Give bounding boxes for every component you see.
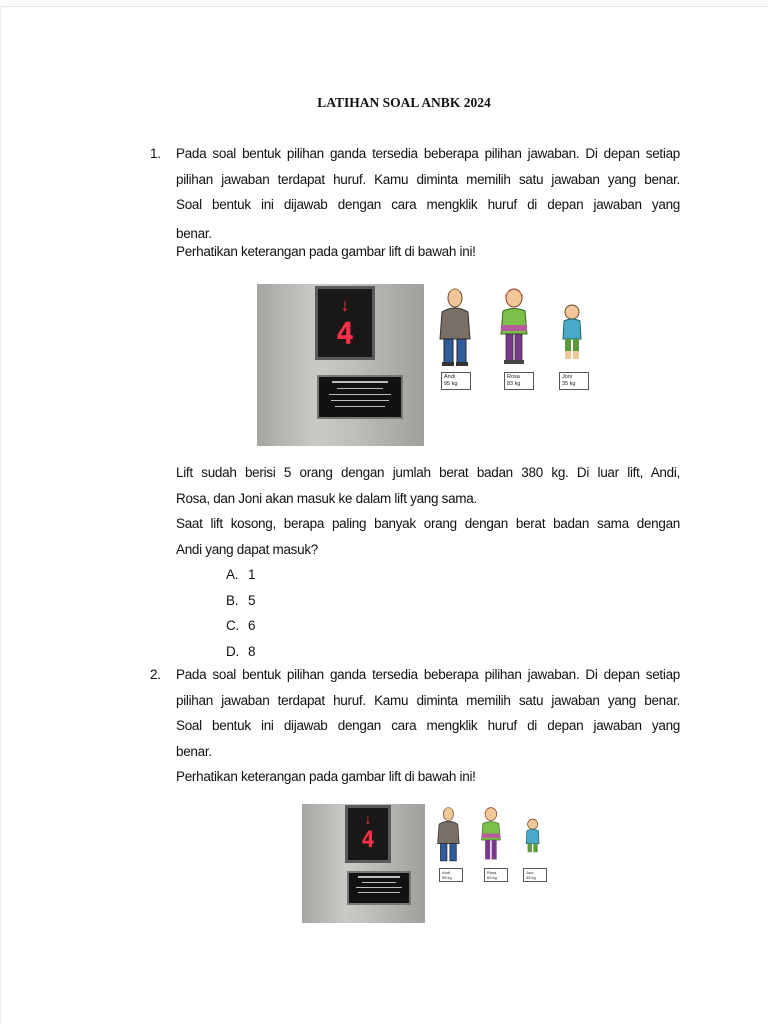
option-text: 1 xyxy=(248,567,256,582)
down-arrow-icon: ↓ xyxy=(340,295,350,315)
question-2 xyxy=(150,662,680,790)
capacity-plate xyxy=(347,871,411,905)
option-letter[interactable]: D. xyxy=(226,643,239,659)
option-text: 5 xyxy=(248,592,256,608)
floor-display xyxy=(315,286,375,360)
option-c[interactable] xyxy=(226,613,680,639)
rosa-figure xyxy=(501,289,527,364)
floor-number: 4 xyxy=(335,317,355,352)
option-a[interactable] xyxy=(226,562,680,588)
andi-label: Andi 95 kg xyxy=(441,372,471,390)
intro-line: Soal bentuk ini dijawab dengan cara mengklik huruf di depan jawaban yang xyxy=(176,718,680,733)
intro-line: benar. xyxy=(176,225,212,241)
option-letter[interactable]: B. xyxy=(226,592,239,608)
capacity-plate xyxy=(317,375,403,419)
joni-figure xyxy=(563,305,581,359)
lift-panel-photo xyxy=(257,284,424,446)
question-number: 1. xyxy=(150,146,161,161)
page-left-edge xyxy=(0,6,1,1024)
question-1 xyxy=(150,141,680,260)
down-arrow-icon: ↓ xyxy=(364,811,372,827)
intro-line: Soal bentuk ini dijawab dengan cara mengklik huruf di depan jawaban yang xyxy=(176,197,680,212)
floor-display xyxy=(345,805,391,863)
stem-line: Rosa, dan Joni akan masuk ke dalam lift yang sama. xyxy=(176,490,477,506)
option-letter[interactable]: C. xyxy=(226,618,239,633)
floor-number: 4 xyxy=(361,828,375,853)
option-letter[interactable]: A. xyxy=(226,567,239,582)
intro-line: pilihan jawaban terdapat huruf. Kamu diminta memilih satu jawaban yang benar. xyxy=(176,171,680,187)
option-d[interactable] xyxy=(226,639,680,665)
joni-label: Joni 35 kg xyxy=(559,372,589,390)
rosa-label: Rosa 83 kg xyxy=(484,868,508,882)
answer-options xyxy=(226,562,680,664)
document-title: LATIHAN SOAL ANBK 2024 xyxy=(317,95,491,110)
question-number: 2. xyxy=(150,667,161,682)
instruction: Perhatikan keterangan pada gambar lift di bawah ini! xyxy=(176,243,476,259)
option-b[interactable] xyxy=(226,588,680,614)
intro-line: Pada soal bentuk pilihan ganda tersedia beberapa pilihan jawaban. Di depan setiap xyxy=(176,667,680,682)
andi-figure xyxy=(440,289,470,366)
andi-label: Andi 95 kg xyxy=(439,868,463,882)
stem-line: Lift sudah berisi 5 orang dengan jumlah berat badan 380 kg. Di luar lift, Andi, xyxy=(176,465,680,480)
lift-panel-photo xyxy=(302,804,425,923)
intro-line: pilihan jawaban terdapat huruf. Kamu diminta memilih satu jawaban yang benar. xyxy=(176,692,680,708)
intro-line: benar. xyxy=(176,743,212,759)
stem-line: Andi yang dapat masuk? xyxy=(176,541,318,557)
lift-figure-2 xyxy=(302,804,552,924)
stem-line: Saat lift kosong, berapa paling banyak orang dengan berat badan sama dengan xyxy=(176,516,680,531)
option-text: 6 xyxy=(248,618,256,633)
people-illustration xyxy=(434,804,552,866)
page-top-edge xyxy=(0,0,768,7)
question-1-stem xyxy=(150,460,680,664)
lift-figure xyxy=(257,284,597,448)
rosa-label: Rosa 83 kg xyxy=(504,372,534,390)
joni-label: Joni 35 kg xyxy=(523,868,547,882)
option-text: 8 xyxy=(248,643,256,659)
intro-line: Pada soal bentuk pilihan ganda tersedia beberapa pilihan jawaban. Di depan setiap xyxy=(176,146,680,161)
instruction: Perhatikan keterangan pada gambar lift di bawah ini! xyxy=(176,769,476,784)
